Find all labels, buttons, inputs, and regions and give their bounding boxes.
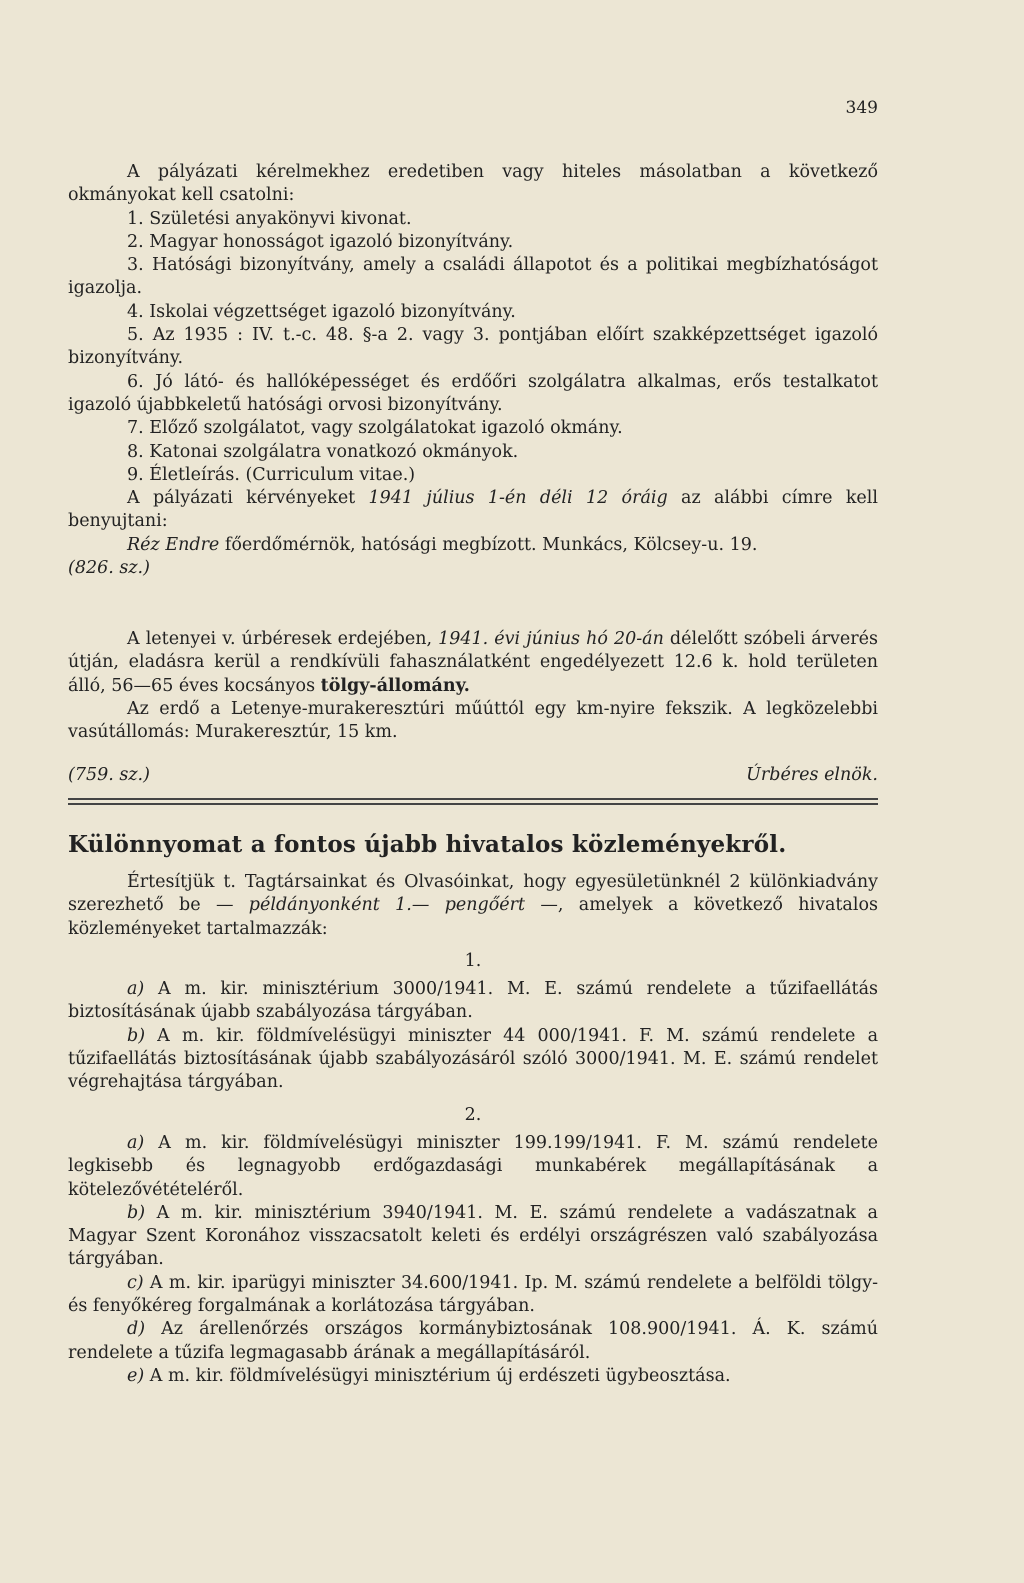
location-paragraph: Az erdő a Letenye-murakeresztúri műúttól egy km-nyire fekszik. A legközelebbi vasútállomás: Murakeresztúr, 15 km. <box>68 698 878 743</box>
offprint-intro: Értesítjük t. Tagtársainkat és Olvasóinkat, hogy egyesületünknél 2 különkiadvány szerezhető be — példányonként 1.— pengőért —, amelyek a következő hivatalos közleményeket tartalmazzák: <box>68 872 878 939</box>
section-number: 1. <box>464 950 482 971</box>
offprint-notice <box>68 871 878 1388</box>
submission-paragraph: A pályázati kérvényeket 1941 július 1-én déli 12 óráig az alábbi címre kell benyujtani: <box>68 488 878 532</box>
requirement-item: 1. Születési anyakönyvi kivonat. <box>127 208 412 229</box>
signature-line: Úrbéres elnök. <box>746 765 878 785</box>
page-number: 349 <box>845 98 878 118</box>
requirement-item: 2. Magyar honosságot igazoló bizonyítvány. <box>127 231 514 252</box>
reference-number: (826. sz.) <box>68 558 150 579</box>
section-heading: Különnyomat a fontos újabb hivatalos közleményekről. <box>68 831 787 858</box>
address-paragraph: Réz Endre főerdőmérnök, hatósági megbízott. Munkács, Kölcsey-u. 19. <box>127 534 758 555</box>
submission-deadline: 1941 július 1-én déli 12 óráig <box>368 488 668 509</box>
requirement-item: 9. Életleírás. (Curriculum vitae.) <box>127 464 416 485</box>
requirement-item: 5. Az 1935 : IV. t.-c. 48. §-a 2. vagy 3. pontjában előírt szakképzettséget igazoló bizonyítvány. <box>68 325 878 369</box>
divider-rule <box>68 798 878 800</box>
address-name: Réz Endre <box>127 534 220 555</box>
auction-notice <box>68 628 878 744</box>
regulation-item: d) Az árellenőrzés országos kormánybiztosának 108.900/1941. Á. K. számú rendelete a tűzifa legmagasabb árának a megállapításáról. <box>68 1319 878 1363</box>
auction-reference: (759. sz.) Úrbéres elnök. <box>68 764 878 787</box>
regulation-item: e) A m. kir. földmívelésügyi minisztérium új erdészeti ügybeosztása. <box>127 1365 731 1386</box>
application-notice <box>68 161 878 580</box>
requirement-item: 4. Iskolai végzettséget igazoló bizonyítvány. <box>127 301 516 322</box>
auction-subject: tölgy-állomány. <box>320 675 470 696</box>
requirement-item: 8. Katonai szolgálatra vonatkozó okmányok. <box>127 441 519 462</box>
regulation-item: a) A m. kir. földmívelésügyi miniszter 199.199/1941. F. M. számú rendelete legkisebb és legnagyobb erdőgazdasági munkabérek megállapításának a kötelezővétételéről. <box>68 1132 878 1200</box>
regulation-item: b) A m. kir. földmívelésügyi miniszter 44 000/1941. F. M. számú rendelete a tűzifaellátás biztosításának újabb szabályozásáról szóló 3000/1941. M. E. számú rendelet végrehajtása tárgyában. <box>68 1025 878 1093</box>
requirement-item: 6. Jó látó- és hallóképességet és erdőőri szolgálatra alkalmas, erős testalkatot igazoló újabbkeletű hatósági orvosi bizonyítvány. <box>68 371 878 415</box>
auction-footer <box>68 764 878 787</box>
regulation-item: c) A m. kir. iparügyi miniszter 34.600/1941. Ip. M. számú rendelete a belföldi tölgy- és fenyőkéreg forgalmának a korlátozása tárgyában. <box>68 1272 878 1317</box>
divider-rule <box>68 803 878 805</box>
regulation-item: b) A m. kir. minisztérium 3940/1941. M. E. számú rendelete a vadászatnak a Magyar Szent Koronához visszacsatolt keleti és erdélyi országrészen való szabályozása tárgyában. <box>68 1202 878 1270</box>
requirements-intro: A pályázati kérelmekhez eredetiben vagy hiteles másolatban a következő okmányokat kell csatolni: <box>68 162 878 206</box>
regulation-item: a) A m. kir. minisztérium 3000/1941. M. E. számú rendelete a tűzifaellátás biztosításának újabb szabályozása tárgyában. <box>68 979 878 1023</box>
requirement-item: 3. Hatósági bizonyítvány, amely a családi állapotot és a politikai megbízhatóságot igazolja. <box>68 255 878 299</box>
auction-date: 1941. évi június hó 20-án <box>438 629 664 649</box>
section-number: 2. <box>464 1104 482 1125</box>
auction-paragraph: A letenyei v. úrbéresek erdejében, 1941. évi június hó 20-án délelőtt szóbeli árverés útján, eladásra kerül a rendkívüli fahasználatként engedélyezett 12.6 k. hold területen álló, 56—65 éves kocsányos tölgy-állomány. <box>68 629 878 696</box>
requirement-item: 7. Előző szolgálatot, vagy szolgálatokat igazoló okmány. <box>127 418 623 439</box>
offprint-price: példányonként 1.— pengőért <box>248 895 526 916</box>
